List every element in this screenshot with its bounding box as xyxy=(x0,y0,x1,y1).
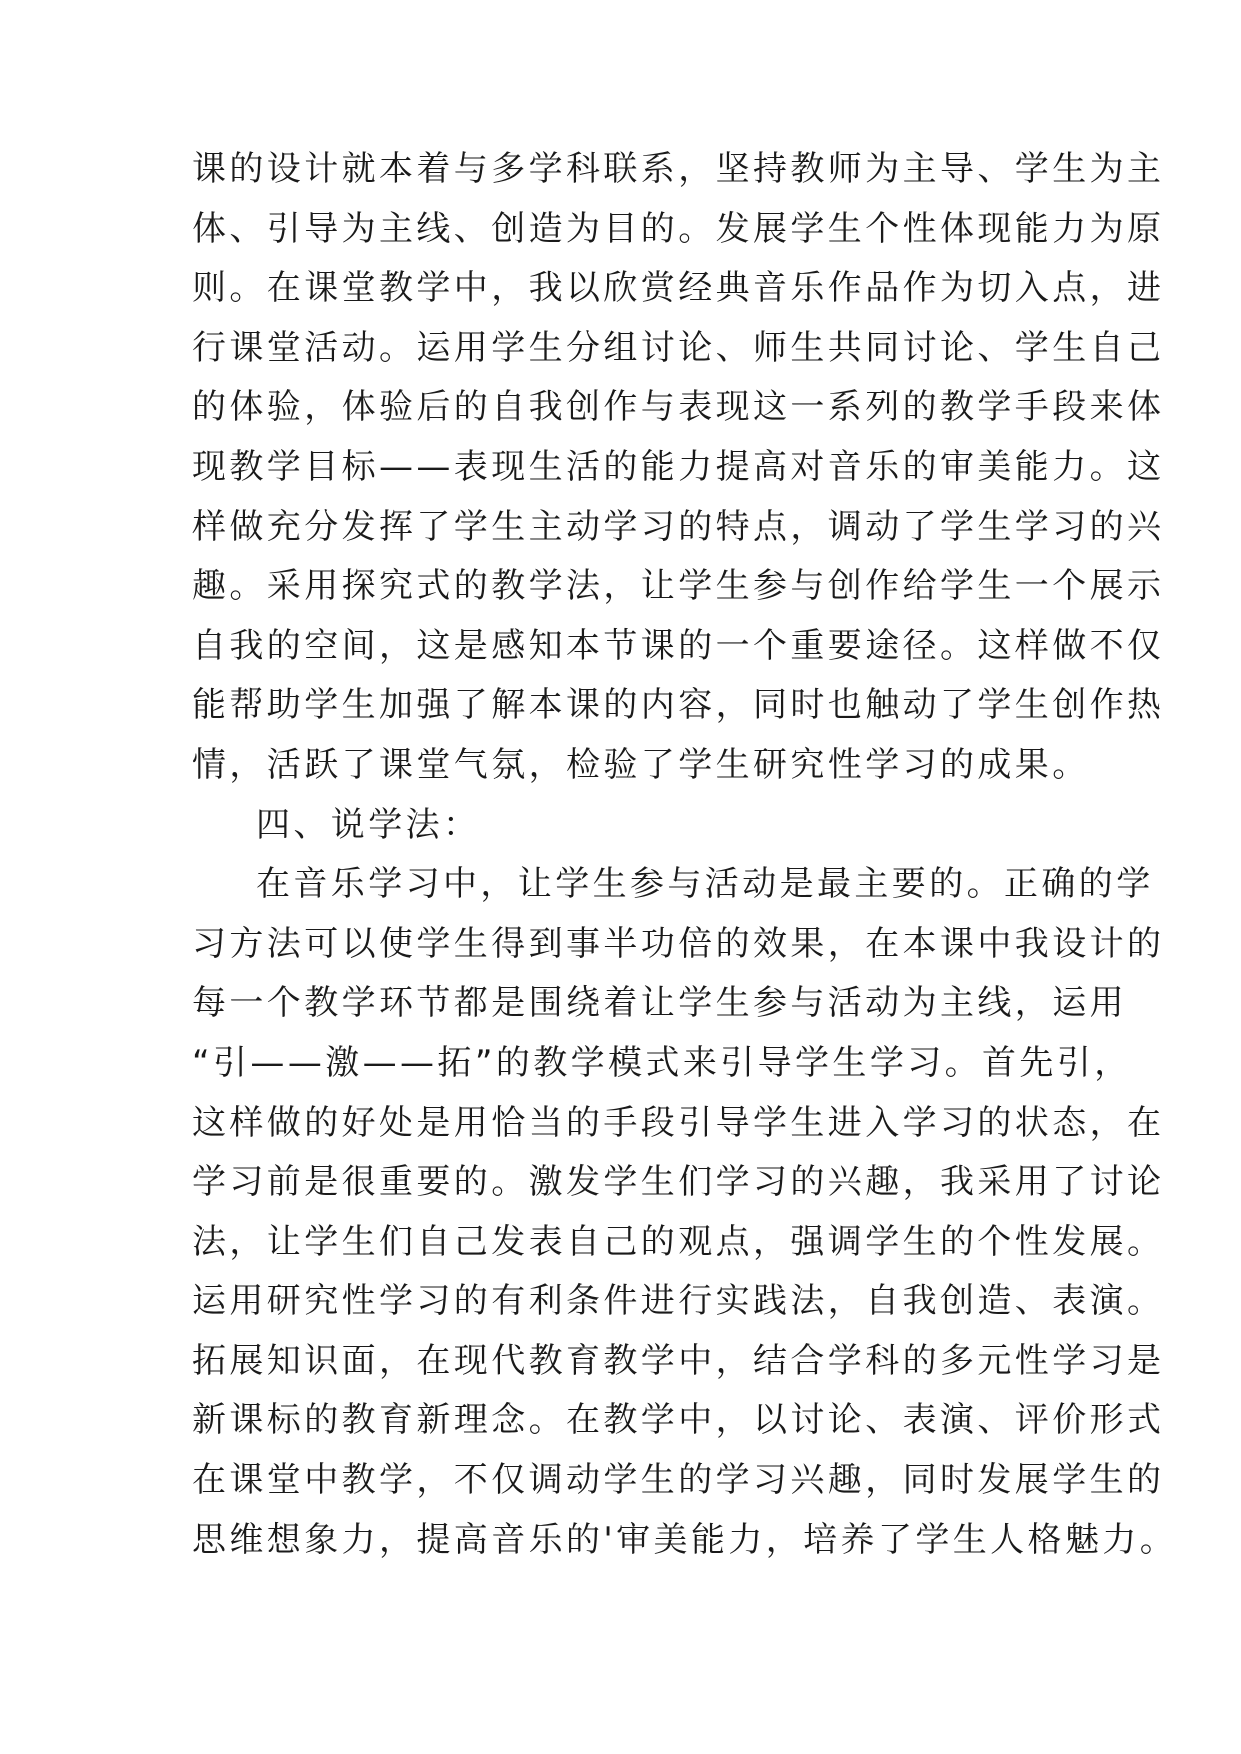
body-text xyxy=(192,140,1178,1570)
text-line: 运用研究性学习的有利条件进行实践法，自我创造、表演。 xyxy=(192,1281,1165,1322)
text-line: 每一个教学环节都是围绕着让学生参与活动为主线，运用 xyxy=(192,983,1127,1024)
text-line: 思维想象力，提高音乐的'审美能力，培养了学生人格魅力。 xyxy=(192,1519,1178,1560)
text-line: 在课堂中教学，不仅调动学生的学习兴趣，同时发展学生的 xyxy=(192,1460,1165,1501)
text-line: 拓展知识面，在现代教育教学中，结合学科的多元性学习是 xyxy=(192,1340,1165,1381)
text-line: 行课堂活动。运用学生分组讨论、师生共同讨论、学生自己 xyxy=(192,327,1165,368)
text-line: 体、引导为主线、创造为目的。发展学生个性体现能力为原 xyxy=(192,208,1165,249)
text-line: 能帮助学生加强了解本课的内容，同时也触动了学生创作热 xyxy=(192,685,1165,726)
text-line: 习方法可以使学生得到事半功倍的效果，在本课中我设计的 xyxy=(192,923,1165,964)
text-line: 法，让学生们自己发表自己的观点，强调学生的个性发展。 xyxy=(192,1221,1165,1262)
text-line: 情，活跃了课堂气氛，检验了学生研究性学习的成果。 xyxy=(192,744,1090,785)
text-line: 在音乐学习中，让学生参与活动是最主要的。正确的学 xyxy=(256,864,1154,905)
text-line: 学习前是很重要的。激发学生们学习的兴趣，我采用了讨论 xyxy=(192,1162,1165,1203)
text-line: 则。在课堂教学中，我以欣赏经典音乐作品作为切入点，进 xyxy=(192,268,1165,309)
text-line: 趣。采用探究式的教学法，让学生参与创作给学生一个展示 xyxy=(192,566,1165,607)
text-line: “引——激——拓”的教学模式来引导学生学习。首先引， xyxy=(192,1042,1132,1083)
text-line: 自我的空间，这是感知本节课的一个重要途径。这样做不仅 xyxy=(192,625,1165,666)
text-line: 的体验，体验后的自我创作与表现这一系列的教学手段来体 xyxy=(192,387,1165,428)
text-line: 样做充分发挥了学生主动学习的特点，调动了学生学习的兴 xyxy=(192,506,1165,547)
text-line: 新课标的教育新理念。在教学中，以讨论、表演、评价形式 xyxy=(192,1400,1165,1441)
text-line: 现教学目标——表现生活的能力提高对音乐的审美能力。这 xyxy=(192,446,1165,487)
section-heading: 四、说学法： xyxy=(256,804,481,845)
text-line: 这样做的好处是用恰当的手段引导学生进入学习的状态，在 xyxy=(192,1102,1165,1143)
text-line: 课的设计就本着与多学科联系，坚持教师为主导、学生为主 xyxy=(192,149,1165,189)
